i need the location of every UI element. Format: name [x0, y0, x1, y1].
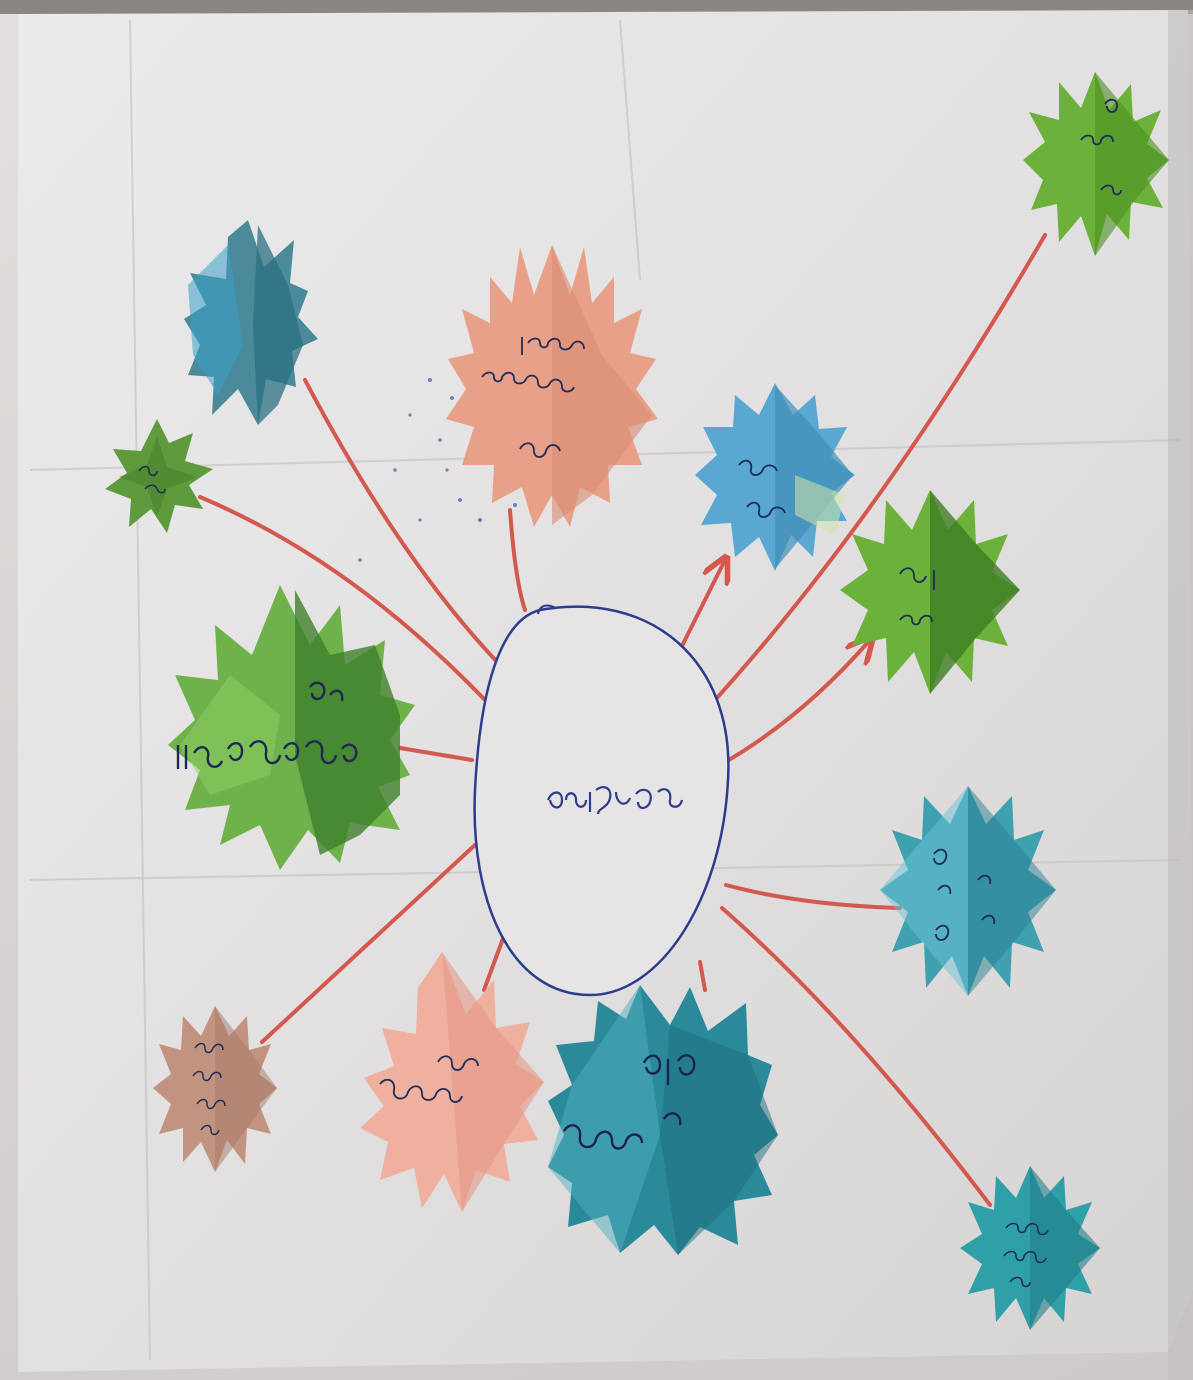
right-shadow	[1168, 10, 1193, 1380]
